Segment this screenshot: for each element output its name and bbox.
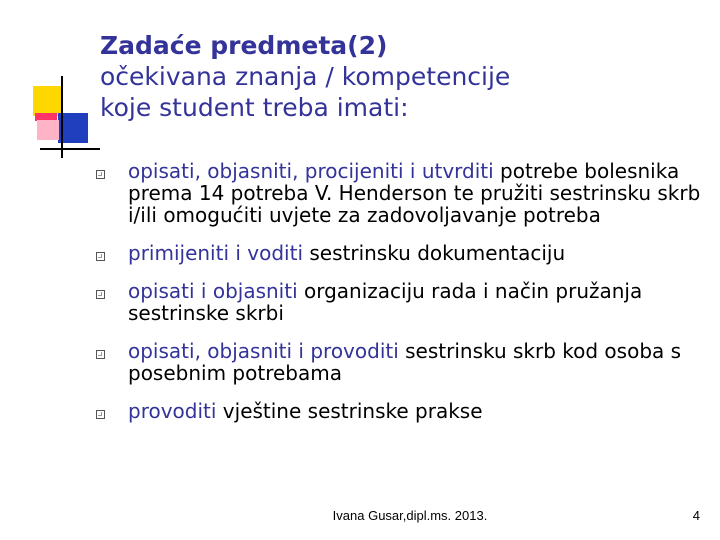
title-line: očekivana znanja / kompetencije [100,62,511,91]
competency-list [96,160,706,435]
checkbox-bullet-icon [96,290,105,299]
list-item-text [128,400,706,422]
deco-yellow-square [33,86,63,116]
list-item-rest: sestrinsku skrb kod osoba s posebnim potrebama [128,339,682,385]
slide-footer: Ivana Gusar,dipl.ms. 2013. [332,508,488,523]
list-item [96,160,706,226]
checkbox-bullet-icon [96,170,105,179]
list-item-text [128,340,706,384]
list-item-verb: primijeniti i voditi [128,241,303,265]
list-item-verb: opisati i objasniti [128,279,298,303]
list-item [96,280,706,324]
list-item [96,400,706,422]
list-item-verb: opisati, objasniti i provoditi [128,339,399,363]
slide-title [100,30,700,123]
list-item-text [128,242,706,264]
list-item-text [128,280,706,324]
list-item-verb: provoditi [128,399,217,423]
deco-horizontal-line [40,148,100,150]
checkbox-bullet-icon [96,252,105,261]
title-line: koje student treba imati: [100,93,409,122]
list-item [96,340,706,384]
list-item-rest: organizaciju rada i način pružanja sestrinske skrbi [128,279,643,325]
deco-vertical-line [61,76,63,158]
title-line: Zadaće predmeta(2) [100,31,388,60]
checkbox-bullet-icon [96,410,105,419]
list-item-rest: sestrinsku dokumentaciju [303,241,566,265]
page-number: 4 [692,508,700,523]
deco-pink-square [37,120,59,140]
list-item-rest: vještine sestrinske prakse [216,399,483,423]
list-item [96,242,706,264]
list-item-rest: potrebe bolesnika prema 14 potreba V. Henderson te pružiti sestrinsku skrb i/ili omogućiti uvjete za zadovoljavanje potreba [128,159,701,227]
checkbox-bullet-icon [96,350,105,359]
list-item-text [128,160,706,226]
list-item-verb: opisati, objasniti, procijeniti i utvrditi [128,159,494,183]
